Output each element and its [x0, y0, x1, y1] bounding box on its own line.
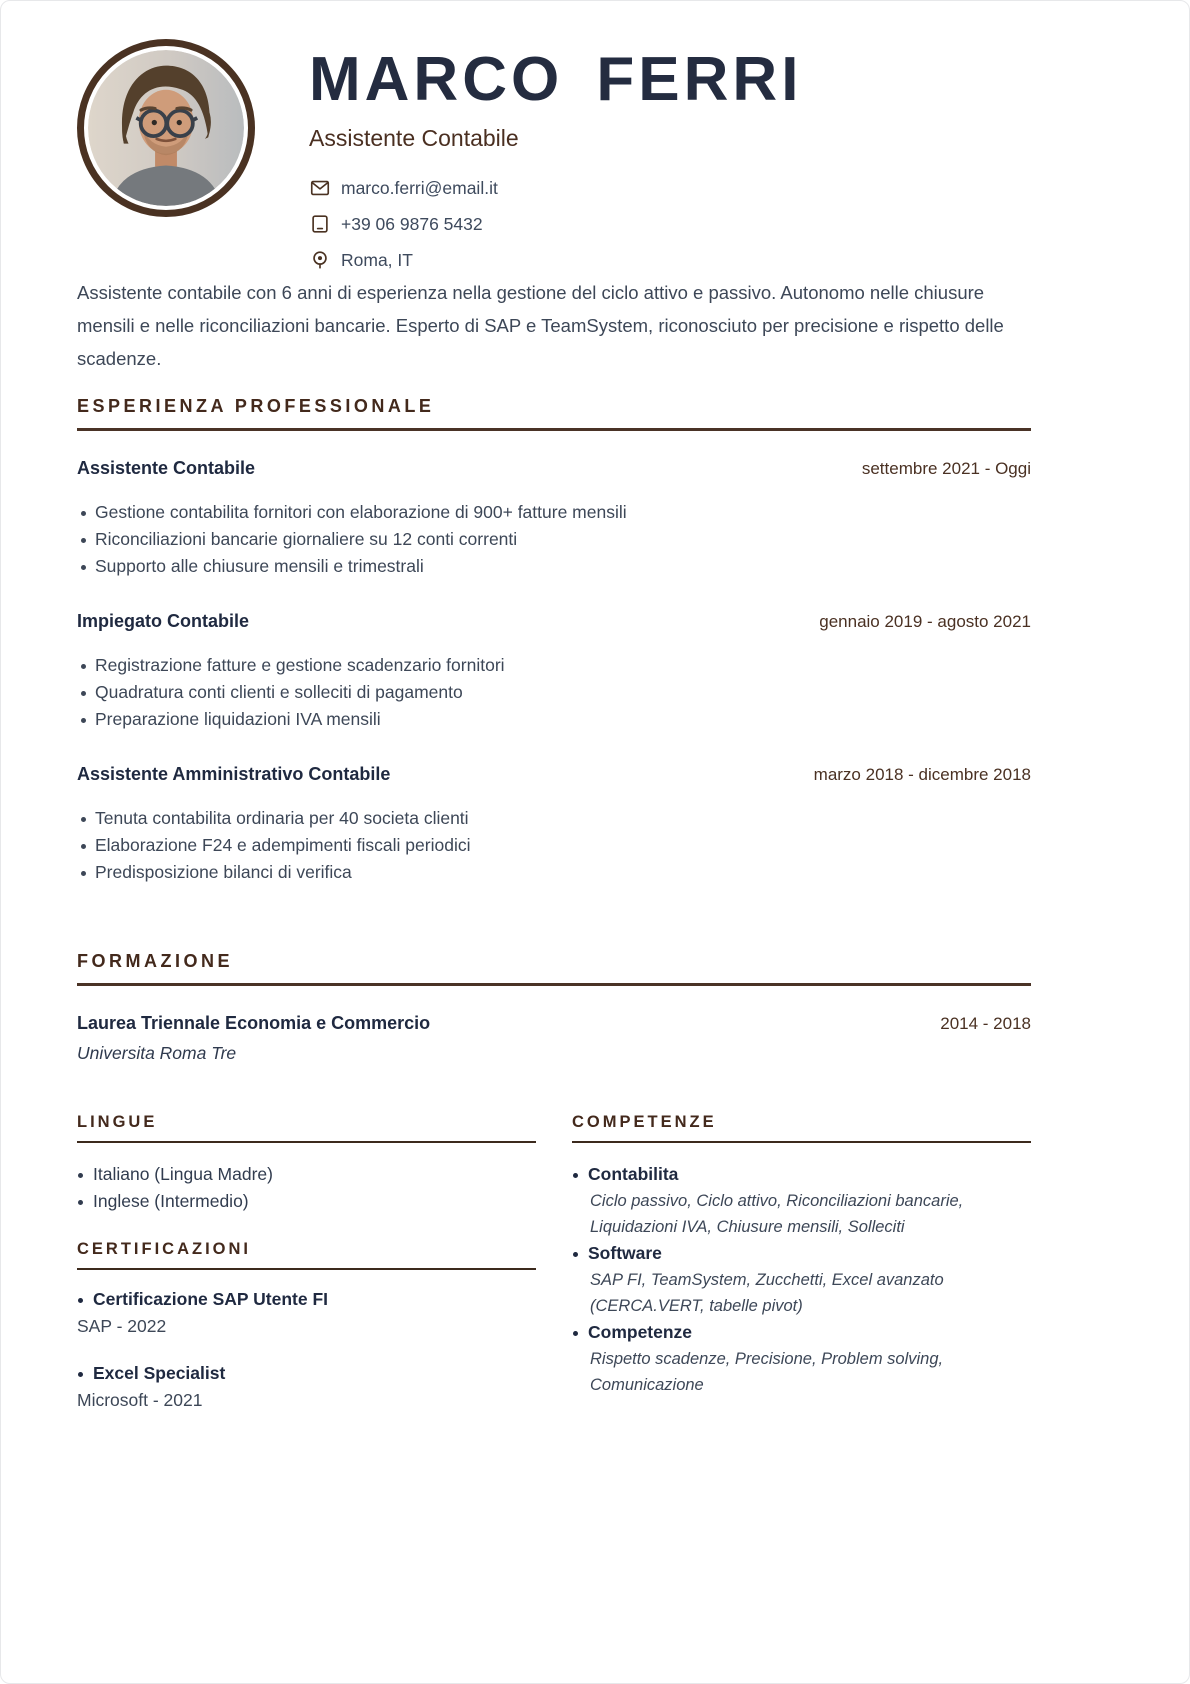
certification-name: Excel Specialist — [77, 1360, 536, 1387]
contact-email — [309, 176, 802, 200]
job-dates: marzo 2018 - dicembre 2018 — [813, 765, 1031, 784]
job-bullet-list — [77, 499, 1031, 580]
job-title: Impiegato Contabile — [77, 611, 250, 631]
languages-list — [77, 1161, 536, 1215]
languages-heading: LINGUE — [77, 1112, 536, 1143]
job-bullet: Tenuta contabilita ordinaria per 40 societa clienti — [77, 805, 1031, 832]
education-dates: 2014 - 2018 — [940, 1014, 1031, 1033]
job-bullet: Preparazione liquidazioni IVA mensili — [77, 706, 1031, 733]
certifications-heading: CERTIFICAZIONI — [77, 1239, 536, 1270]
header — [77, 39, 1031, 272]
certification-issuer: SAP - 2022 — [77, 1316, 167, 1336]
job-bullet: Predisposizione bilanci di verifica — [77, 859, 1031, 886]
skill-group — [572, 1161, 1031, 1240]
envelope-icon — [309, 177, 331, 199]
right-column — [572, 1112, 1031, 1414]
skill-group — [572, 1319, 1031, 1398]
job-entry — [77, 457, 1031, 580]
skill-group-details: Ciclo passivo, Ciclo attivo, Riconciliazioni bancarie, Liquidazioni IVA, Chiusure mensili, Solleciti — [590, 1192, 964, 1236]
job-bullet-list — [77, 652, 1031, 733]
skill-group-name: Software — [572, 1240, 1031, 1267]
skills-list — [572, 1161, 1031, 1398]
section-education — [77, 950, 1031, 1064]
job-title-row — [77, 610, 1031, 632]
skill-group-details: Rispetto scadenze, Precisione, Problem solving, Comunicazione — [590, 1350, 944, 1394]
education-heading: FORMAZIONE — [77, 950, 1031, 986]
contact-list — [309, 176, 802, 272]
certification-item — [77, 1286, 536, 1340]
job-bullet: Elaborazione F24 e adempimenti fiscali periodici — [77, 832, 1031, 859]
job-bullet: Gestione contabilita fornitori con elaborazione di 900+ fatture mensili — [77, 499, 1031, 526]
skill-group-name: Contabilita — [572, 1161, 1031, 1188]
job-title-row — [77, 763, 1031, 785]
job-bullet: Registrazione fatture e gestione scadenzario fornitori — [77, 652, 1031, 679]
degree-title: Laurea Triennale Economia e Commercio — [77, 1013, 431, 1033]
section-experience — [77, 395, 1031, 886]
job-title: Assistente Contabile — [77, 458, 256, 478]
experience-heading: ESPERIENZA PROFESSIONALE — [77, 395, 1031, 431]
job-entry — [77, 763, 1031, 886]
job-bullet: Quadratura conti clienti e solleciti di pagamento — [77, 679, 1031, 706]
profile-photo-illustration — [88, 50, 244, 206]
email-text: marco.ferri@email.it — [341, 177, 498, 198]
skills-heading: COMPETENZE — [572, 1112, 1031, 1143]
education-title-row — [77, 1012, 1031, 1034]
profile-photo — [77, 39, 255, 217]
language-item: Inglese (Intermedio) — [77, 1188, 536, 1215]
phone-text: +39 06 9876 5432 — [341, 213, 483, 234]
skill-group — [572, 1240, 1031, 1319]
language-item: Italiano (Lingua Madre) — [77, 1161, 536, 1188]
contact-location — [309, 248, 802, 272]
certification-item — [77, 1360, 536, 1414]
job-dates: settembre 2021 - Oggi — [861, 459, 1031, 478]
certification-issuer: Microsoft - 2021 — [77, 1390, 203, 1410]
skill-group-name: Competenze — [572, 1319, 1031, 1346]
left-column — [77, 1112, 536, 1414]
phone-icon — [309, 213, 331, 235]
job-bullet: Supporto alle chiusure mensili e trimestrali — [77, 553, 1031, 580]
location-text: Roma, IT — [341, 249, 413, 270]
job-bullet: Riconciliazioni bancarie giornaliere su 12 conti correnti — [77, 526, 1031, 553]
school-name: Universita Roma Tre — [77, 1043, 237, 1063]
job-dates: gennaio 2019 - agosto 2021 — [819, 612, 1031, 631]
person-name: MARCO FERRI — [309, 45, 803, 114]
certification-name: Certificazione SAP Utente FI — [77, 1286, 536, 1313]
header-text — [309, 39, 802, 272]
person-title: Assistente Contabile — [309, 125, 519, 151]
contact-phone — [309, 212, 802, 236]
bottom-columns — [77, 1112, 1031, 1414]
job-title: Assistente Amministrativo Contabile — [77, 764, 391, 784]
location-pin-icon — [309, 249, 331, 271]
job-bullet-list — [77, 805, 1031, 886]
job-entry — [77, 610, 1031, 733]
profile-summary: Assistente contabile con 6 anni di esperienza nella gestione del ciclo attivo e passivo. Autonomo nelle chiusure mensili e nelle riconciliazioni bancarie. Esperto di SAP e TeamSystem, riconosciuto per precisione e rispetto delle scadenze. — [77, 282, 1004, 369]
skill-group-details: SAP FI, TeamSystem, Zucchetti, Excel avanzato (CERCA.VERT, tabelle pivot) — [590, 1271, 944, 1315]
job-title-row — [77, 457, 1031, 479]
